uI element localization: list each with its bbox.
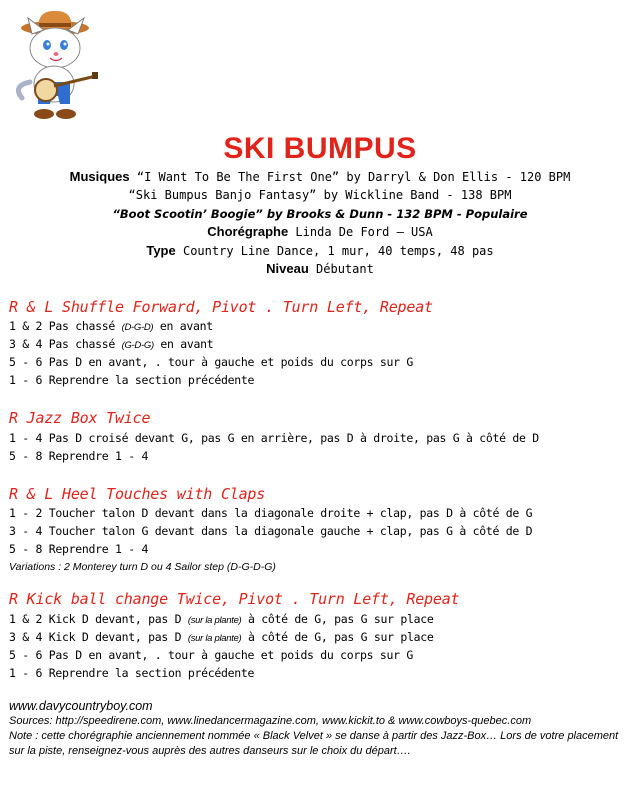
step-line: 1 & 2 Kick D devant, pas D (sur la plante) à côté de G, pas G sur place xyxy=(9,612,434,626)
step-line: 5 - 8 Reprendre 1 - 4 xyxy=(9,542,149,556)
music-line-1: Musiques “I Want To Be The First One” by Darryl & Don Ellis - 120 BPM xyxy=(69,169,571,184)
cowboy-cat-banjo-illustration xyxy=(8,6,100,124)
step-line: 5 - 6 Pas D en avant, . tour à gauche et poids du corps sur G xyxy=(9,648,414,662)
note-text: Note : cette chorégraphie anciennement nommée « Black Velvet » se danse à partir des Jazz-Box… Lors de votre placement sur la piste, renseignez-vous auprès des autres danseurs sur le choix du départ…. xyxy=(9,730,619,757)
music-label: Musiques xyxy=(69,169,130,184)
step-line: 5 - 6 Pas D en avant, . tour à gauche et poids du corps sur G xyxy=(9,355,414,369)
section-title: R Kick ball change Twice, Pivot . Turn Left, Repeat xyxy=(9,590,460,608)
step-line: 1 - 4 Pas D croisé devant G, pas G en arrière, pas D à droite, pas G à côté de D xyxy=(9,431,539,445)
cat-head xyxy=(30,28,80,68)
step-line: 5 - 8 Reprendre 1 - 4 xyxy=(9,449,149,463)
section-title: R Jazz Box Twice xyxy=(9,409,151,427)
choreographer-line: Chorégraphe Linda De Ford – USA xyxy=(207,224,433,239)
variation-note: Variations : 2 Monterey turn D ou 4 Sailor step (D-G-D-G) xyxy=(9,561,276,573)
banjo xyxy=(35,79,57,101)
section-title: R & L Heel Touches with Claps xyxy=(9,485,266,503)
step-line: 1 - 6 Reprendre la section précédente xyxy=(9,373,255,387)
step-line: 1 & 2 Pas chassé (D-G-D) en avant xyxy=(9,319,213,333)
page-title: SKI BUMPUS xyxy=(223,132,417,165)
website-link[interactable]: www.davycountryboy.com xyxy=(9,699,153,713)
music-line-2: “Ski Bumpus Banjo Fantasy” by Wickline Band - 138 BPM xyxy=(128,188,512,202)
step-line: 1 - 6 Reprendre la section précédente xyxy=(9,666,255,680)
footer xyxy=(9,699,634,759)
step-line: 1 - 2 Toucher talon D devant dans la diagonale droite + clap, pas D à côté de G xyxy=(9,506,533,520)
step-line: 3 & 4 Kick D devant, pas D (sur la plante) à côté de G, pas G sur place xyxy=(9,630,434,644)
step-line: 3 & 4 Pas chassé (G-D-G) en avant xyxy=(9,337,214,351)
music-line-3: “Boot Scootin’ Boogie” by Brooks & Dunn - 132 BPM - Populaire xyxy=(112,207,528,221)
section-title: R & L Shuffle Forward, Pivot . Turn Left, Repeat xyxy=(9,298,433,316)
type-line: Type Country Line Dance, 1 mur, 40 temps, 48 pas xyxy=(146,243,494,258)
level-line: Niveau Débutant xyxy=(266,261,374,276)
step-line: 3 - 4 Toucher talon G devant dans la diagonale gauche + clap, pas G à côté de D xyxy=(9,524,533,538)
sources-line: Sources: http://speedirene.com, www.linedancermagazine.com, www.kickit.to & www.cowboys-quebec.com xyxy=(9,715,532,727)
